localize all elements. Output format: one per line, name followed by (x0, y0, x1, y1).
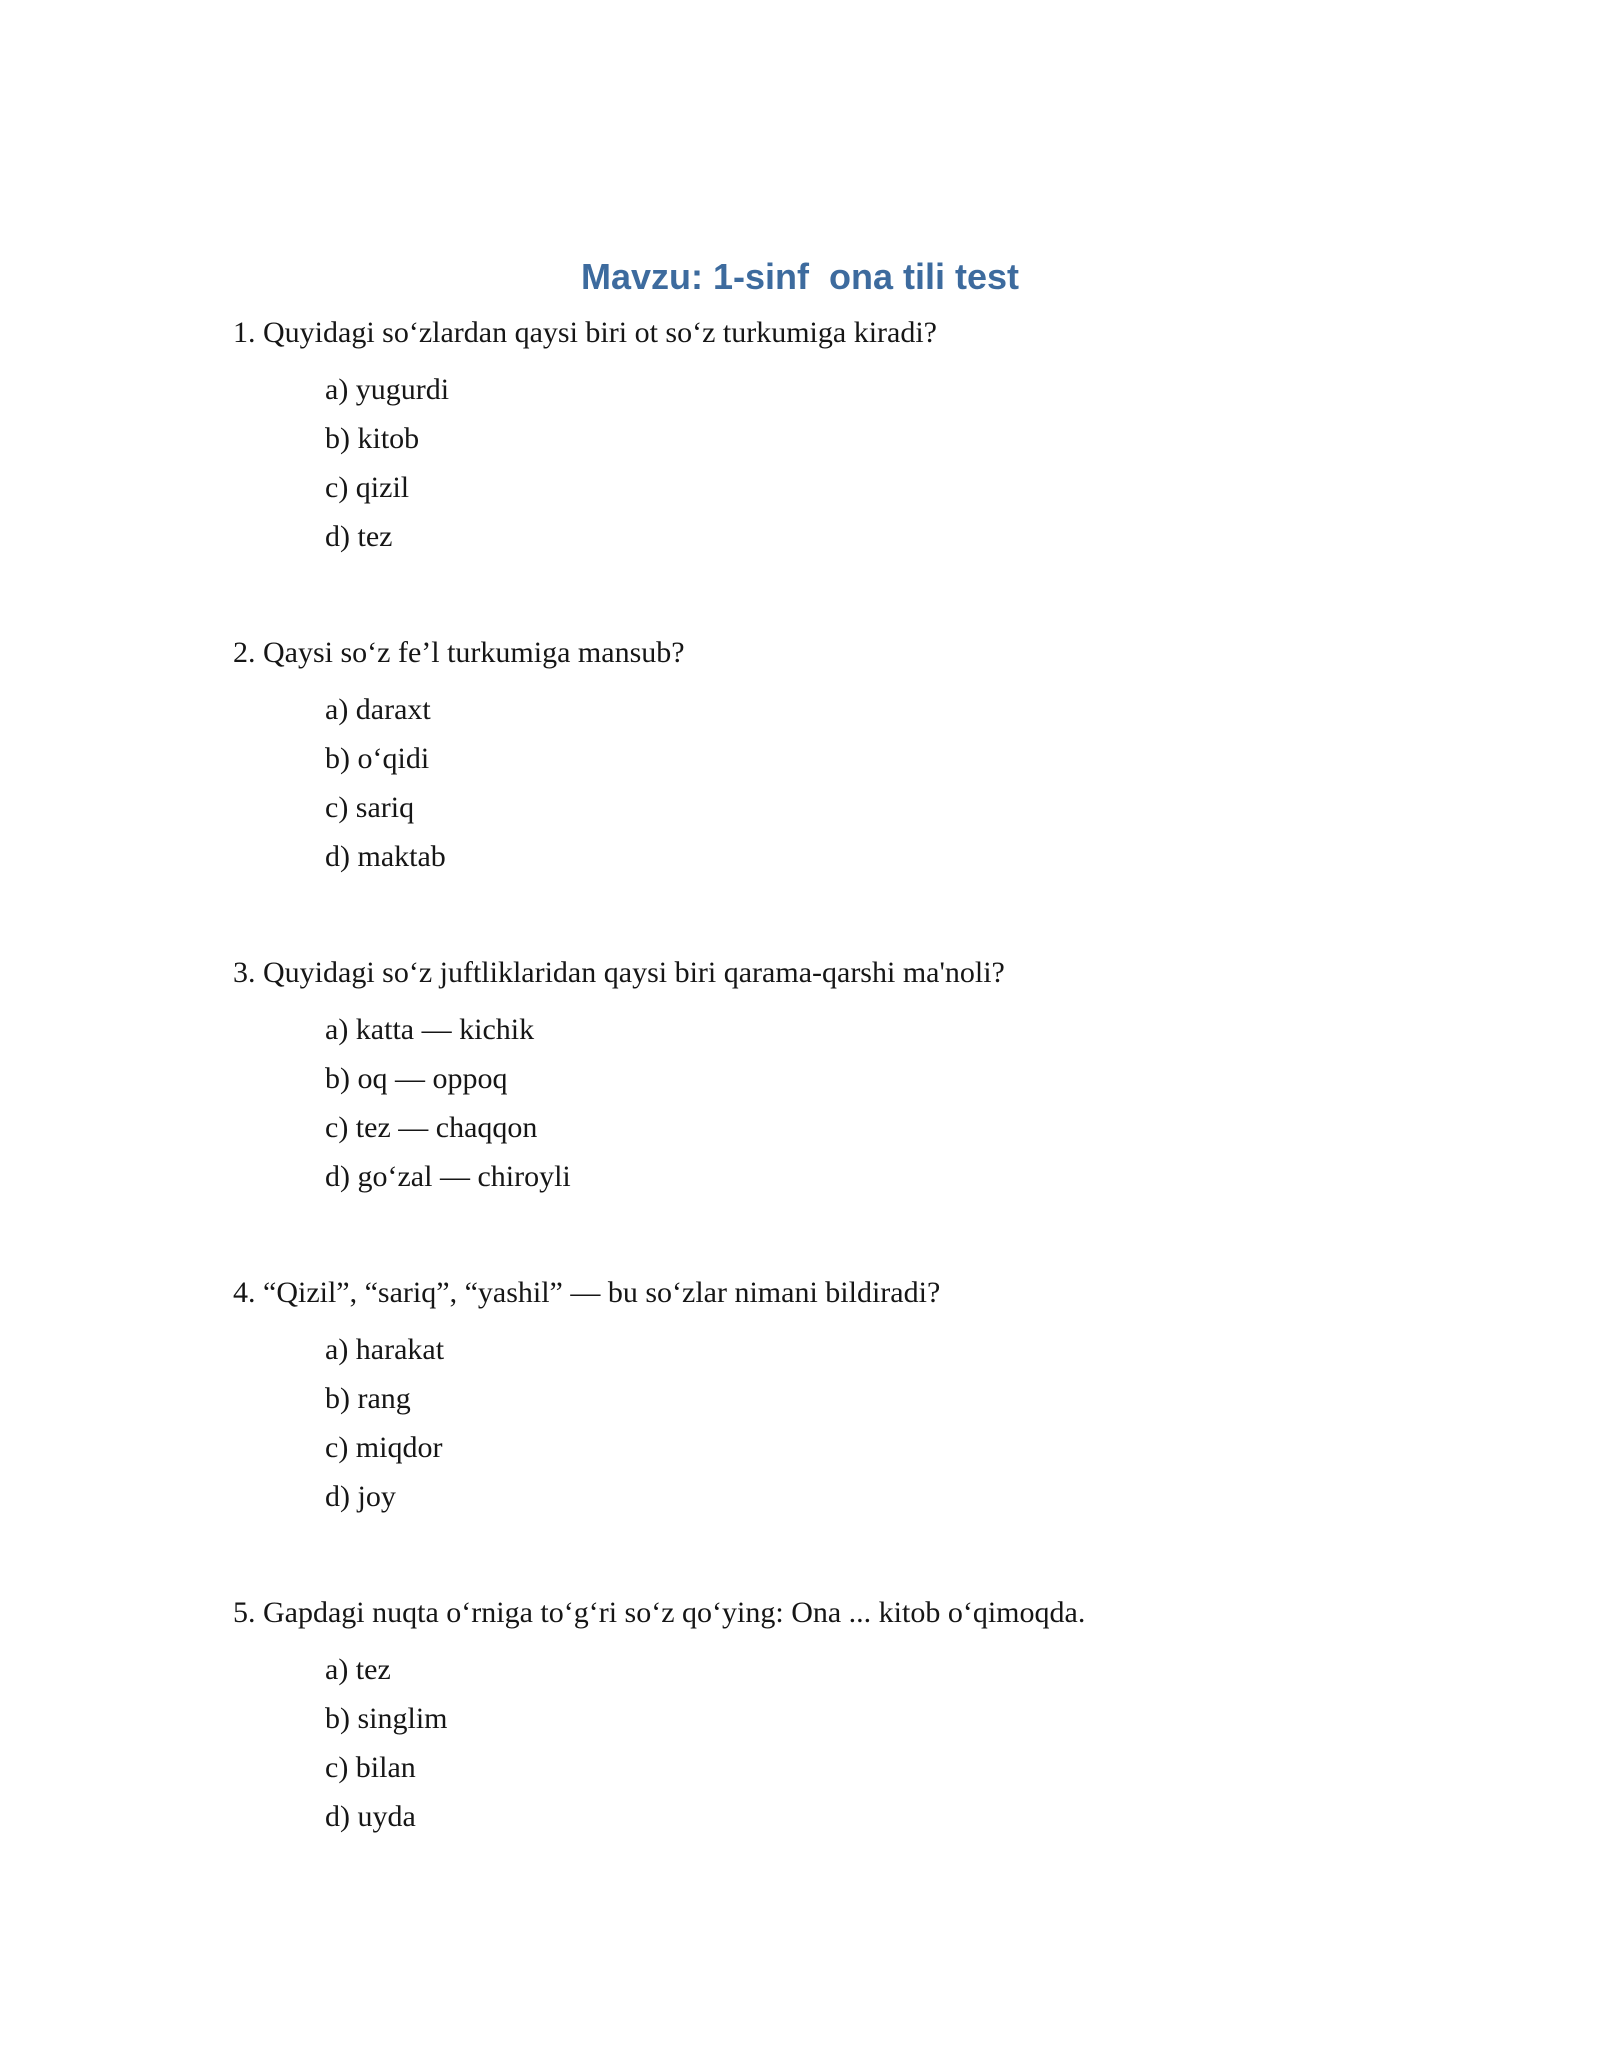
options-list (0, 1005, 1600, 1201)
question-block (0, 628, 1600, 881)
option: d) tez (325, 520, 393, 553)
options-list (0, 1325, 1600, 1521)
option: b) rang (325, 1382, 411, 1415)
option: a) yugurdi (325, 373, 450, 406)
question-block (0, 948, 1600, 1201)
question-block (0, 1588, 1600, 1841)
question-prompt: 3. Quyidagi so‘z juftliklaridan qaysi biri qarama-qarshi ma'noli? (233, 956, 1005, 989)
option: b) kitob (325, 422, 420, 455)
options-list (0, 685, 1600, 881)
page-title: Mavzu: 1-sinf ona tili test (580, 256, 1020, 297)
option: b) singlim (325, 1702, 448, 1735)
option: c) miqdor (325, 1431, 443, 1464)
option: c) bilan (325, 1751, 416, 1784)
options-list (0, 365, 1600, 561)
question-prompt: 4. “Qizil”, “sariq”, “yashil” — bu so‘zlar nimani bildiradi? (233, 1276, 941, 1309)
option: d) uyda (325, 1800, 416, 1833)
option: c) sariq (325, 791, 415, 824)
option: b) o‘qidi (325, 742, 430, 775)
option: a) tez (325, 1653, 391, 1686)
option: c) qizil (325, 471, 410, 504)
option: d) joy (325, 1480, 396, 1513)
option: a) katta — kichik (325, 1013, 535, 1046)
question-prompt: 1. Quyidagi so‘zlardan qaysi biri ot so‘z turkumiga kiradi? (233, 316, 937, 349)
options-list (0, 1645, 1600, 1841)
question-block (0, 1268, 1600, 1521)
option: b) oq — oppoq (325, 1062, 508, 1095)
option: a) daraxt (325, 693, 431, 726)
option: d) go‘zal — chiroyli (325, 1160, 571, 1193)
option: c) tez — chaqqon (325, 1111, 538, 1144)
questions-container (0, 308, 1600, 1841)
question-prompt: 2. Qaysi so‘z fe’l turkumiga mansub? (233, 636, 685, 669)
option: d) maktab (325, 840, 446, 873)
question-prompt: 5. Gapdagi nuqta o‘rniga to‘g‘ri so‘z qo‘ying: Ona ... kitob o‘qimoqda. (233, 1596, 1086, 1629)
question-block (0, 308, 1600, 561)
option: a) harakat (325, 1333, 445, 1366)
